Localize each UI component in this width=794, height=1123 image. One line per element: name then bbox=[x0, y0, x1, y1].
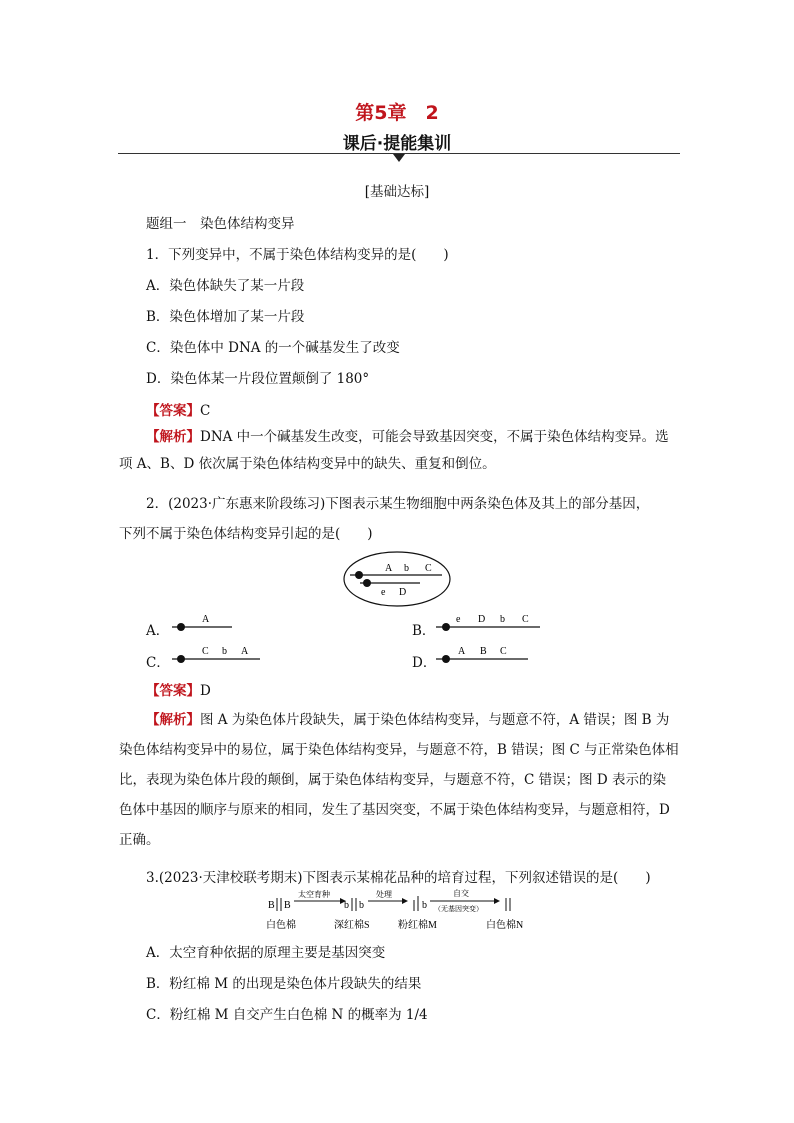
gene-label: e bbox=[456, 614, 461, 625]
answer-value: C bbox=[200, 403, 211, 419]
gene-label: b bbox=[222, 646, 227, 657]
q2-stem-line1: 2．(2023·广东惠来阶段练习)下图表示某生物细胞中两条染色体及其上的部分基因， bbox=[146, 496, 650, 512]
allele-label: b bbox=[359, 900, 364, 911]
gene-label: b bbox=[404, 563, 409, 574]
q1-option-d: D．染色体某一片段位置颠倒了 180° bbox=[146, 371, 370, 387]
stage-label: 深红棉S bbox=[334, 920, 370, 931]
gene-label: D bbox=[478, 614, 486, 625]
analysis-text: DNA 中一个碱基发生改变，可能会导致基因突变，不属于染色体结构变异。选项 A、B、D 依次属于染色体结构变异中的缺失、重复和倒位。 bbox=[119, 429, 669, 472]
gene-label: C bbox=[202, 646, 209, 657]
allele-label: b bbox=[422, 900, 427, 911]
centromere bbox=[442, 623, 450, 631]
centromere bbox=[177, 623, 185, 631]
centromere bbox=[442, 655, 450, 663]
allele-label: B bbox=[284, 900, 291, 911]
q3-stem: 3.(2023·天津校联考期末)下图表示某棉花品种的培育过程，下列叙述错误的是( ) bbox=[146, 870, 651, 886]
q1-option-c: C．染色体中 DNA 的一个碱基发生了改变 bbox=[146, 340, 400, 356]
step-label: 处理 bbox=[376, 890, 392, 899]
gene-label: C bbox=[500, 646, 507, 657]
stage-label: 白色棉N bbox=[486, 920, 524, 931]
header-triangle-icon bbox=[393, 154, 405, 162]
gene-label: C bbox=[522, 614, 529, 625]
q2-option-d-label: D． bbox=[412, 655, 437, 671]
chapter-title: 第5章 2 bbox=[355, 102, 439, 124]
q2-option-c-figure bbox=[168, 642, 264, 664]
centromere-bottom bbox=[363, 579, 371, 587]
allele-label: b bbox=[344, 900, 349, 911]
q2-answer bbox=[146, 679, 211, 699]
q3-option-b: B．粉红棉 M 的出现是染色体片段缺失的结果 bbox=[146, 976, 422, 992]
stage-label: 粉红棉M bbox=[398, 920, 437, 931]
analysis-text: 图 A 为染色体片段缺失，属于染色体结构变异，与题意不符，A 错误；图 B 为染色体结构变异中的易位，属于染色体结构变异，与题意不符，B 错误；图 C 与正常染色体相比，表现为染色体片段的颠倒，属于染色体结构变异，与题意不符，C 错误；图 D 表示的染色体中基因的顺序与原来的相同，发生了基因突变，不属于染色体结构变异，与题意相符，D 正确。 bbox=[119, 712, 679, 848]
analysis-tag: 【解析】 bbox=[146, 712, 200, 728]
q2-option-b-figure bbox=[432, 610, 544, 632]
q2-analysis bbox=[119, 705, 679, 855]
q1-answer bbox=[146, 399, 210, 419]
group-heading: 题组一 染色体结构变异 bbox=[146, 216, 295, 232]
centromere bbox=[177, 655, 185, 663]
cell-outline bbox=[344, 552, 450, 606]
centromere-top bbox=[355, 571, 363, 579]
step-label: 太空育种 bbox=[298, 890, 330, 899]
gene-label: B bbox=[480, 646, 487, 657]
breeding-process-figure bbox=[262, 888, 542, 934]
q2-option-a-label: A． bbox=[146, 623, 170, 639]
answer-value: D bbox=[200, 683, 211, 699]
gene-label: b bbox=[500, 614, 505, 625]
q1-analysis bbox=[119, 424, 679, 478]
gene-label: C bbox=[425, 563, 432, 574]
q1-stem: 1．下列变异中，不属于染色体结构变异的是( ) bbox=[146, 247, 449, 263]
q1-option-b: B．染色体增加了某一片段 bbox=[146, 309, 305, 325]
answer-tag: 【答案】 bbox=[146, 683, 200, 699]
q3-option-a: A．太空育种依据的原理主要是基因突变 bbox=[146, 945, 386, 961]
stage-label: 白色棉 bbox=[266, 920, 296, 931]
step-label: 自交 bbox=[453, 889, 469, 898]
q2-option-b-label: B． bbox=[412, 623, 436, 639]
analysis-tag: 【解析】 bbox=[146, 429, 200, 445]
q2-stem-line2: 下列不属于染色体结构变异引起的是( ) bbox=[119, 526, 373, 542]
chromosome-pair-figure bbox=[342, 550, 452, 608]
q2-option-c-label: C． bbox=[146, 655, 170, 671]
q2-option-a-figure bbox=[168, 610, 238, 632]
q2-option-d-figure bbox=[432, 642, 532, 664]
step-label: （无基因突变） bbox=[434, 905, 483, 913]
gene-label: D bbox=[399, 587, 407, 598]
q1-option-a: A．染色体缺失了某一片段 bbox=[146, 278, 305, 294]
page-subtitle: 课后·提能集训 bbox=[342, 134, 452, 154]
q3-option-c: C．粉红棉 M 自交产生白色棉 N 的概率为 1/4 bbox=[146, 1007, 428, 1023]
section-heading: [基础达标] bbox=[364, 184, 430, 200]
gene-label: A bbox=[241, 646, 249, 657]
gene-label: A bbox=[202, 614, 210, 625]
gene-label: A bbox=[385, 563, 393, 574]
gene-label: e bbox=[381, 587, 386, 598]
allele-label: B bbox=[268, 900, 275, 911]
gene-label: A bbox=[458, 646, 466, 657]
answer-tag: 【答案】 bbox=[146, 403, 200, 419]
